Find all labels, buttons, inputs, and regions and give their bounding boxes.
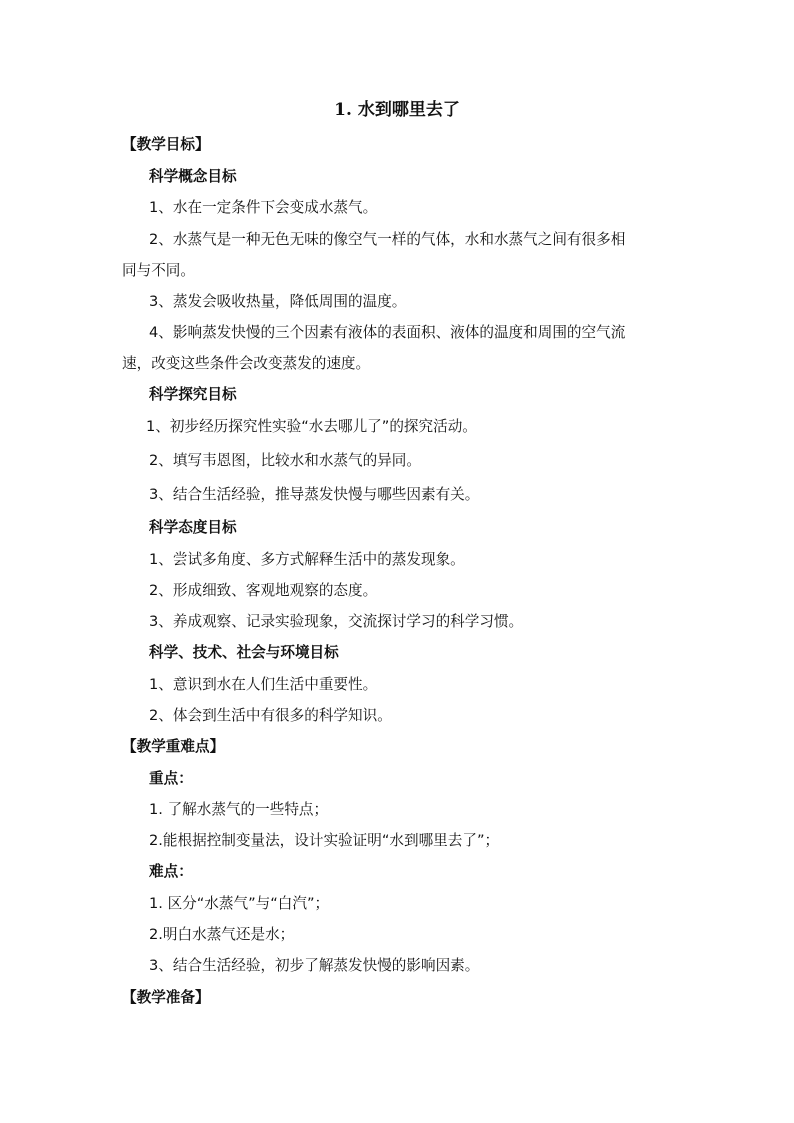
list-item: 3、结合生活经验，推导蒸发快慢与哪些因素有关。 bbox=[149, 486, 480, 503]
list-item: 4、影响蒸发快慢的三个因素有液体的表面积、液体的温度和周围的空气流 bbox=[149, 324, 626, 341]
list-item: 1、水在一定条件下会变成水蒸气。 bbox=[149, 199, 378, 216]
section-heading-objectives: 【教学目标】 bbox=[122, 136, 210, 153]
section-heading-preparation: 【教学准备】 bbox=[122, 989, 210, 1006]
list-item: 1、初步经历探究性实验“水去哪儿了”的探究活动。 bbox=[146, 418, 477, 435]
list-item: 1、尝试多角度、多方式解释生活中的蒸发现象。 bbox=[149, 551, 465, 568]
list-item: 2.明白水蒸气还是水； bbox=[149, 926, 295, 943]
list-item: 1. 区分“水蒸气”与“白汽”； bbox=[149, 895, 330, 912]
list-item-continuation: 速，改变这些条件会改变蒸发的速度。 bbox=[122, 355, 371, 372]
list-item: 3、养成观察、记录实验现象，交流探讨学习的科学习惯。 bbox=[149, 613, 524, 630]
list-item: 2、体会到生活中有很多的科学知识。 bbox=[149, 707, 392, 724]
list-item: 1. 了解水蒸气的一些特点； bbox=[149, 801, 329, 818]
list-item: 3、蒸发会吸收热量，降低周围的温度。 bbox=[149, 293, 407, 310]
document-title: 1. 水到哪里去了 bbox=[334, 100, 460, 120]
list-item-continuation: 同与不同。 bbox=[122, 262, 195, 279]
list-item: 2、形成细致、客观地观察的态度。 bbox=[149, 582, 378, 599]
subheading-concept: 科学概念目标 bbox=[149, 168, 237, 185]
list-item: 1、意识到水在人们生活中重要性。 bbox=[149, 676, 378, 693]
subheading-focus: 重点： bbox=[149, 770, 193, 787]
subheading-inquiry: 科学探究目标 bbox=[149, 386, 237, 403]
subheading-stse: 科学、技术、社会与环境目标 bbox=[149, 644, 339, 661]
subheading-difficulty: 难点： bbox=[149, 863, 193, 880]
subheading-attitude: 科学态度目标 bbox=[149, 519, 237, 536]
list-item: 2、水蒸气是一种无色无味的像空气一样的气体，水和水蒸气之间有很多相 bbox=[149, 231, 626, 248]
section-heading-key-points: 【教学重难点】 bbox=[122, 738, 225, 755]
list-item: 2.能根据控制变量法，设计实验证明“水到哪里去了”； bbox=[149, 832, 500, 849]
list-item: 2、填写韦恩图，比较水和水蒸气的异同。 bbox=[149, 452, 421, 469]
list-item: 3、结合生活经验，初步了解蒸发快慢的影响因素。 bbox=[149, 957, 480, 974]
